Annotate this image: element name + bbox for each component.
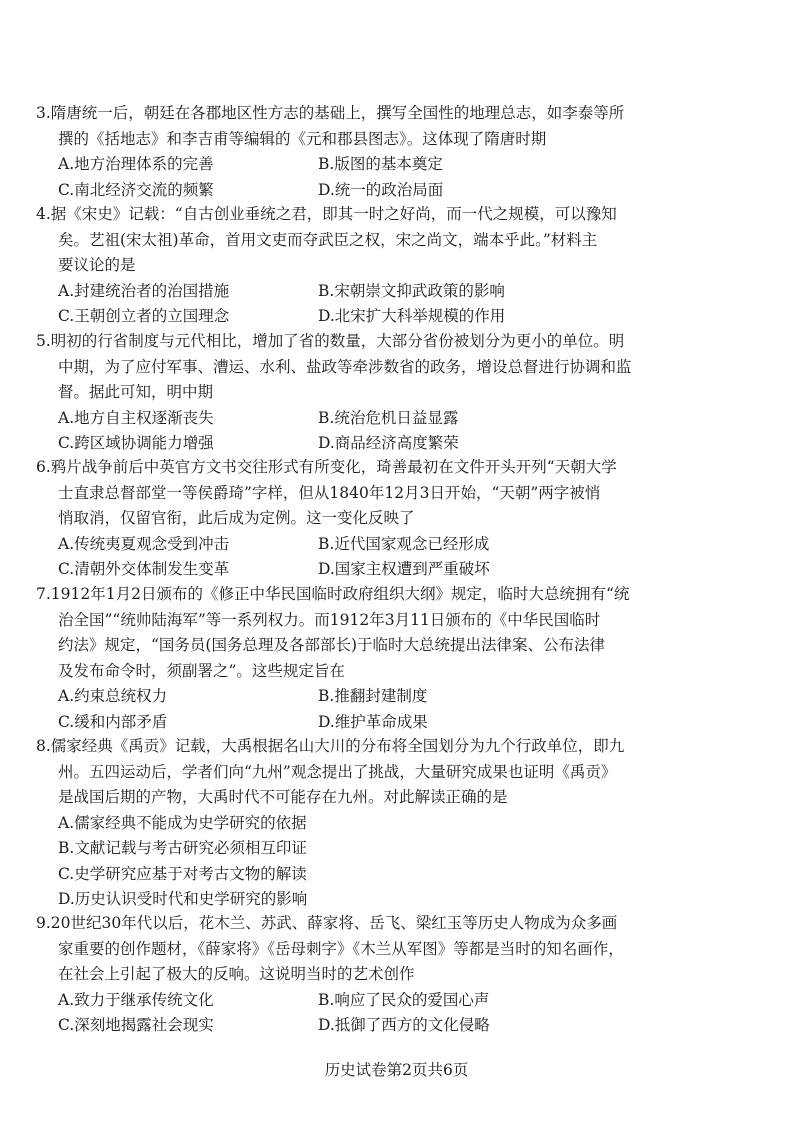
question-text-line: 州。五四运动后，学者们向“九州”观念提出了挑战，大量研究成果也证明《禹贡》 <box>58 762 617 781</box>
option-b: B.宋朝崇文抑武政策的影响 <box>318 281 505 300</box>
option-c: C.南北经济交流的频繁 <box>58 180 214 199</box>
option-a: A.传统夷夏观念受到冲击 <box>58 534 230 553</box>
option-c: C.清朝外交体制发生变革 <box>58 560 230 578</box>
option-a: A.约束总统权力 <box>58 687 168 705</box>
option-a: A.地方自主权逐渐丧失 <box>58 408 214 427</box>
option-d: D.商品经济高度繁荣 <box>318 434 459 452</box>
option-b: B.统治危机日益显露 <box>318 408 459 427</box>
question-text-line: 督。据此可知，明中期 <box>58 383 214 401</box>
question-6 <box>36 455 760 583</box>
options-group <box>36 988 760 1039</box>
options-group <box>36 152 760 203</box>
question-text-line: 7.1912年1月2日颁布的《修正中华民国临时政府组织大纲》规定，临时大总统拥有“统 <box>36 585 630 603</box>
option-c: C.缓和内部矛盾 <box>58 712 168 731</box>
question-text-line: 6.鸦片战争前后中英官方文书交往形式有所变化，琦善最初在文件开头开列“天朝大学 <box>36 458 617 476</box>
question-text-line: 9.20世纪30年代以后，花木兰、苏武、薛家将、岳飞、梁红玉等历史人物成为众多画 <box>36 914 618 932</box>
option-c: C.史学研究应基于对考古文物的解读 <box>58 864 307 883</box>
option-d: D.北宋扩大科举规模的作用 <box>318 307 506 325</box>
question-text-line: 治全国”“统帅陆海军”等一系列权力。而1912年3月11日颁布的《中华民国临时 <box>58 610 601 629</box>
question-text-line: 中期，为了应付军事、漕运、水利、盐政等牵涉数省的政务，增设总督进行协调和监 <box>58 357 632 376</box>
option-c: C.王朝创立者的立国理念 <box>58 307 230 325</box>
question-text-line: 在社会上引起了极大的反响。这说明当时的艺术创作 <box>58 965 415 983</box>
option-d: D.国家主权遭到严重破坏 <box>318 560 490 578</box>
question-9 <box>36 911 760 1039</box>
question-8 <box>36 734 760 913</box>
option-a: A.封建统治者的治国措施 <box>58 281 230 300</box>
option-b: B.版图的基本奠定 <box>318 155 443 173</box>
options-group <box>36 684 760 735</box>
question-text-line: 要议论的是 <box>58 256 136 274</box>
option-a: A.地方治理体系的完善 <box>58 155 214 173</box>
option-c: C.深刻地揭露社会现实 <box>58 1016 214 1034</box>
option-b: B.响应了民众的爱国心声 <box>318 990 490 1009</box>
option-a: A.儒家经典不能成为史学研究的依据 <box>58 813 307 832</box>
options-group <box>36 279 760 330</box>
question-3 <box>36 101 760 203</box>
options-group <box>36 811 760 913</box>
option-b: B.推翻封建制度 <box>318 687 428 705</box>
option-d: D.历史认识受时代和史学研究的影响 <box>58 890 308 908</box>
option-a: A.致力于继承传统文化 <box>58 990 214 1009</box>
question-text-line: 约法》规定，“国务员(国务总理及各部部长)于临时大总统提出法律案、公布法律 <box>58 636 606 654</box>
question-text-line: 悄取消，仅留官衔，此后成为定例。这一变化反映了 <box>58 509 415 527</box>
question-text-line: 撰的《括地志》和李吉甫等编辑的《元和郡县图志》。这体现了隋唐时期 <box>58 129 547 148</box>
question-text-line: 家重要的创作题材，《薛家将》《岳母刺字》《木兰从军图》等都是当时的知名画作， <box>58 939 624 958</box>
question-text-line: 5.明初的行省制度与元代相比，增加了省的数量，大部分省份被划分为更小的单位。明 <box>36 332 625 350</box>
options-group <box>36 532 760 583</box>
question-text-line: 3.隋唐统一后，朝廷在各郡地区性方志的基础上，撰写全国性的地理总志，如李泰等所 <box>36 104 625 122</box>
question-text-line: 4.据《宋史》记载：“自古创业垂统之君，即其一时之好尚，而一代之规模，可以豫知 <box>36 205 617 223</box>
option-d: D.统一的政治局面 <box>318 180 444 199</box>
option-b: B.文献记载与考古研究必须相互印证 <box>58 839 307 857</box>
option-d: D.抵御了西方的文化侵略 <box>318 1016 490 1034</box>
question-text-line: 矣。艺祖(宋太祖)革命，首用文吏而夺武臣之权，宋之尚文，端本乎此。”材料主 <box>58 230 598 249</box>
question-7 <box>36 582 760 735</box>
option-b: B.近代国家观念已经形成 <box>318 534 490 553</box>
page-footer: 历史试卷第2页共6页 <box>324 1061 469 1079</box>
question-text-line: 及发布命令时，须副署之”。这些规定旨在 <box>58 661 345 680</box>
options-group <box>36 406 760 457</box>
option-d: D.维护革命成果 <box>318 712 428 731</box>
option-c: C.跨区域协调能力增强 <box>58 434 214 452</box>
question-text-line: 8.儒家经典《禹贡》记载，大禹根据名山大川的分布将全国划分为九个行政单位，即九 <box>36 737 625 755</box>
question-text-line: 士直隶总督部堂一等侯爵琦”字样，但从1840年12月3日开始，“天朝”两字被悄 <box>58 483 601 502</box>
question-text-line: 是战国后期的产物，大禹时代不可能存在九州。对此解读正确的是 <box>58 788 508 806</box>
question-4 <box>36 202 760 330</box>
question-5 <box>36 329 760 457</box>
